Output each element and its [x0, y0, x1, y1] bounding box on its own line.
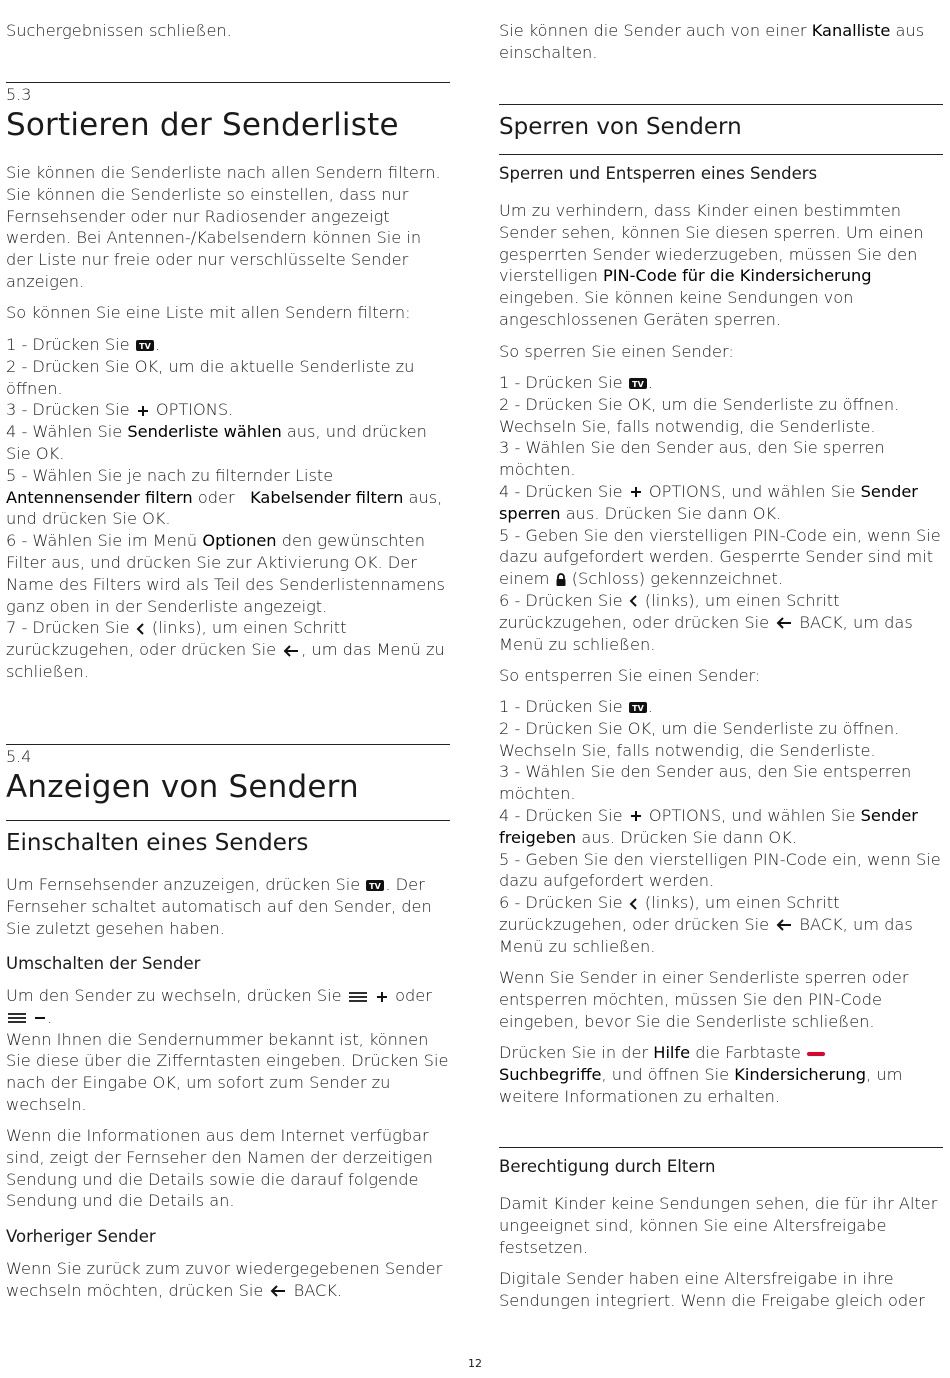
step-text: aus, und drücken Sie OK. — [6, 487, 443, 529]
step-text: . — [154, 335, 160, 354]
subsection-title: Einschalten eines Senders — [6, 830, 309, 856]
tv-icon — [628, 377, 648, 390]
text: eingeben. Sie können keine Sendungen von angeschlossenen Geräten sperren. — [499, 288, 854, 329]
text: Um Fernsehsender anzuzeigen, drücken Sie — [6, 875, 366, 894]
text: Wenn Ihnen die Sendernummer bekannt ist, können Sie diese über die Zifferntasten eingeben. Drücken Sie nach der Eingabe OK, um sofort zum Sender zu wechseln. — [6, 1029, 449, 1114]
section-number: 5.4 — [6, 747, 32, 766]
step-text: 2 - Drücken Sie OK, um die Senderliste zu öffnen. Wechseln Sie, falls notwendig, die Senderliste. — [499, 718, 900, 760]
paragraph: Sie können die Senderliste nach allen Sendern filtern. Sie können die Senderliste so einstellen, dass nur Fernsehsender oder nur Radiosender angezeigt werden. Bei Antennen-/Kabelsendern können Sie in der Liste nur freie oder nur verschlüsselte Sender anzeigen. — [6, 163, 441, 291]
step-text: BACK, um das Menü zu schließen. — [499, 612, 913, 654]
plus-icon — [135, 404, 151, 418]
paragraph — [6, 1258, 450, 1302]
step-text: BACK, um das Menü zu schließen. — [499, 914, 913, 956]
subheading: Sperren und Entsperren eines Senders — [499, 164, 818, 183]
menu-keyword: Antennensender filtern — [6, 487, 193, 507]
menu-keyword: Suchbegriffe — [499, 1064, 602, 1084]
list-item — [499, 696, 943, 958]
svg-text:TV: TV — [369, 882, 382, 891]
step-text: 5 - Geben Sie den vierstelligen PIN-Code ein, wenn Sie dazu aufgefordert werden. — [499, 849, 941, 891]
divider — [499, 154, 943, 155]
section-title: Sortieren der Senderliste — [6, 107, 399, 143]
menu-keyword: Kanalliste — [811, 21, 891, 40]
step-text: aus. Drücken Sie dann OK. — [576, 827, 797, 847]
paragraph: Damit Kinder keine Sendungen sehen, die für ihr Alter ungeeignet sind, können Sie eine Altersfreigabe festsetzen. — [499, 1194, 938, 1257]
menu-keyword: Kabelsender filtern — [250, 487, 404, 507]
text: die Farbtaste — [690, 1043, 806, 1062]
step-text: , um das Menü zu schließen. — [6, 640, 445, 681]
text: Drücken Sie in der — [499, 1043, 654, 1062]
step-text: 5 - Geben Sie den vierstelligen PIN-Code ein, wenn Sie dazu aufgefordert werden. Gesperrte Sender sind mit einem — [499, 525, 941, 589]
step-text: 4 - Drücken Sie — [499, 805, 628, 825]
text: . — [47, 1007, 53, 1027]
text: Um den Sender zu wechseln, drücken Sie — [6, 986, 347, 1005]
list-item — [499, 372, 943, 655]
menu-keyword: Hilfe — [653, 1043, 691, 1062]
step-text: 5 - Wählen Sie je nach zu filternder Liste — [6, 465, 334, 485]
divider — [6, 744, 450, 745]
paragraph — [6, 985, 450, 1116]
subheading: Vorheriger Sender — [6, 1227, 156, 1246]
svg-text:TV: TV — [138, 342, 151, 351]
subheading: Umschalten der Sender — [6, 954, 201, 973]
minus-icon — [33, 1011, 47, 1025]
divider — [6, 820, 450, 821]
text: , um weitere Informationen zu erhalten. — [499, 1064, 903, 1106]
svg-text:TV: TV — [631, 380, 644, 389]
divider — [6, 82, 450, 83]
tv-icon — [135, 339, 155, 352]
svg-text:TV: TV — [631, 704, 644, 713]
step-text: (links), um einen Schritt zurückzugehen, oder drücken Sie — [6, 618, 347, 660]
menu-keyword: Senderliste wählen — [127, 422, 282, 442]
text: , und öffnen Sie — [601, 1064, 735, 1084]
step-text: 1 - Drücken Sie — [6, 335, 135, 354]
step-text: 4 - Wählen Sie — [6, 422, 128, 442]
step-text: . — [647, 697, 653, 716]
step-text: 7 - Drücken Sie — [6, 618, 135, 638]
plus-icon — [374, 990, 390, 1004]
step-text: (Schloss) gekennzeichnet. — [566, 569, 783, 589]
menu-keyword: PIN-Code für die Kindersicherung — [603, 266, 872, 286]
paragraph: Wenn Sie Sender in einer Senderliste sperren oder entsperren möchten, müssen Sie den PIN-Code eingeben, bevor Sie die Senderliste schließen. — [499, 968, 909, 1031]
back-arrow-icon — [774, 918, 794, 932]
step-text: 4 - Drücken Sie — [499, 481, 628, 501]
step-text: OPTIONS, und wählen Sie — [643, 805, 861, 825]
menu-keyword: Sender sperren — [499, 481, 918, 523]
step-text: 3 - Wählen Sie den Sender aus, den Sie sperren möchten. — [499, 438, 885, 480]
section-title: Anzeigen von Sendern — [6, 769, 359, 805]
step-text: den gewünschten Filter aus, und drücken Sie zur Aktivierung OK. Der Name des Filters wird als Teil des Senderlistennamens ganz oben in der Senderliste angezeigt. — [6, 531, 445, 616]
chevron-left-icon — [135, 622, 147, 636]
text: aus einschalten. — [499, 21, 925, 62]
intro-text — [499, 20, 943, 64]
paragraph — [6, 874, 450, 939]
lock-icon — [555, 572, 567, 587]
text: . Der Fernseher schaltet automatisch auf den Sender, den Sie zuletzt gesehen haben. — [6, 875, 432, 938]
paragraph: So können Sie eine Liste mit allen Sendern filtern: — [6, 303, 411, 322]
divider — [499, 104, 943, 105]
tv-icon — [365, 879, 385, 892]
text: Wenn Sie zurück zum zuvor wiedergegebenen Sender wechseln möchten, drücken Sie — [6, 1259, 443, 1300]
step-text: (links), um einen Schritt zurückzugehen, oder drücken Sie — [499, 893, 840, 934]
list-item — [6, 334, 450, 683]
step-text: 6 - Wählen Sie im Menü — [6, 531, 203, 551]
step-text: 6 - Drücken Sie — [499, 590, 628, 610]
menu-keyword: Kindersicherung — [734, 1064, 867, 1084]
page-number: 12 — [468, 1357, 482, 1370]
step-text: aus, und drücken Sie OK. — [6, 422, 427, 463]
chevron-left-icon — [628, 897, 640, 911]
step-text: 3 - Wählen Sie den Sender aus, den Sie entsperren möchten. — [499, 762, 912, 804]
step-text: . — [647, 373, 653, 392]
plus-icon — [628, 485, 644, 499]
paragraph — [499, 1042, 943, 1107]
paragraph: Wenn die Informationen aus dem Internet verfügbar sind, zeigt der Fernseher den Namen der derzeitigen Sendung und die Details sowie die darauf folgende Sendung und die Details an. — [6, 1126, 433, 1211]
intro-text: Suchergebnissen schließen. — [6, 21, 232, 40]
step-text: (links), um einen Schritt zurückzugehen, oder drücken Sie — [499, 590, 840, 632]
step-text: aus. Drücken Sie dann OK. — [560, 503, 782, 523]
back-arrow-icon — [774, 616, 794, 630]
step-text: oder — [192, 487, 251, 507]
menu-keyword: Sender freigeben — [499, 805, 918, 847]
list-icon — [347, 991, 369, 1003]
step-text: 3 - Drücken Sie — [6, 400, 135, 420]
menu-keyword: Optionen — [202, 531, 277, 551]
paragraph — [499, 200, 943, 331]
paragraph: So entsperren Sie einen Sender: — [499, 666, 761, 685]
paragraph: Digitale Sender haben eine Altersfreigabe in ihre Sendungen integriert. Wenn die Freigabe gleich oder — [499, 1269, 925, 1310]
subsection-title: Sperren von Sendern — [499, 114, 742, 140]
back-arrow-icon — [268, 1284, 288, 1298]
step-text: 2 - Drücken Sie OK, um die Senderliste zu öffnen. Wechseln Sie, falls notwendig, die Senderliste. — [499, 394, 900, 436]
text: oder — [389, 986, 432, 1005]
paragraph: So sperren Sie einen Sender: — [499, 342, 734, 361]
subheading: Berechtigung durch Eltern — [499, 1157, 716, 1176]
step-text: OPTIONS. — [150, 400, 234, 420]
list-icon — [6, 1012, 28, 1024]
tv-icon — [628, 701, 648, 714]
red-key-icon — [806, 1049, 826, 1059]
plus-icon — [628, 809, 644, 823]
step-text: 2 - Drücken Sie OK, um die aktuelle Senderliste zu öffnen. — [6, 356, 415, 398]
step-text: 1 - Drücken Sie — [499, 697, 628, 716]
text: BACK. — [288, 1280, 343, 1300]
back-arrow-icon — [281, 644, 301, 658]
text: Sie können die Sender auch von einer — [499, 21, 812, 40]
step-text: 1 - Drücken Sie — [499, 373, 628, 392]
step-text: OPTIONS, und wählen Sie — [643, 481, 861, 501]
divider — [499, 1147, 943, 1148]
step-text: 6 - Drücken Sie — [499, 893, 628, 913]
section-number: 5.3 — [6, 85, 32, 104]
chevron-left-icon — [628, 594, 640, 608]
text: Um zu verhindern, dass Kinder einen bestimmten Sender sehen, können Sie diesen sperren. Um einen gesperrten Sender wiederzugeben, müssen Sie den vierstelligen — [499, 201, 924, 286]
